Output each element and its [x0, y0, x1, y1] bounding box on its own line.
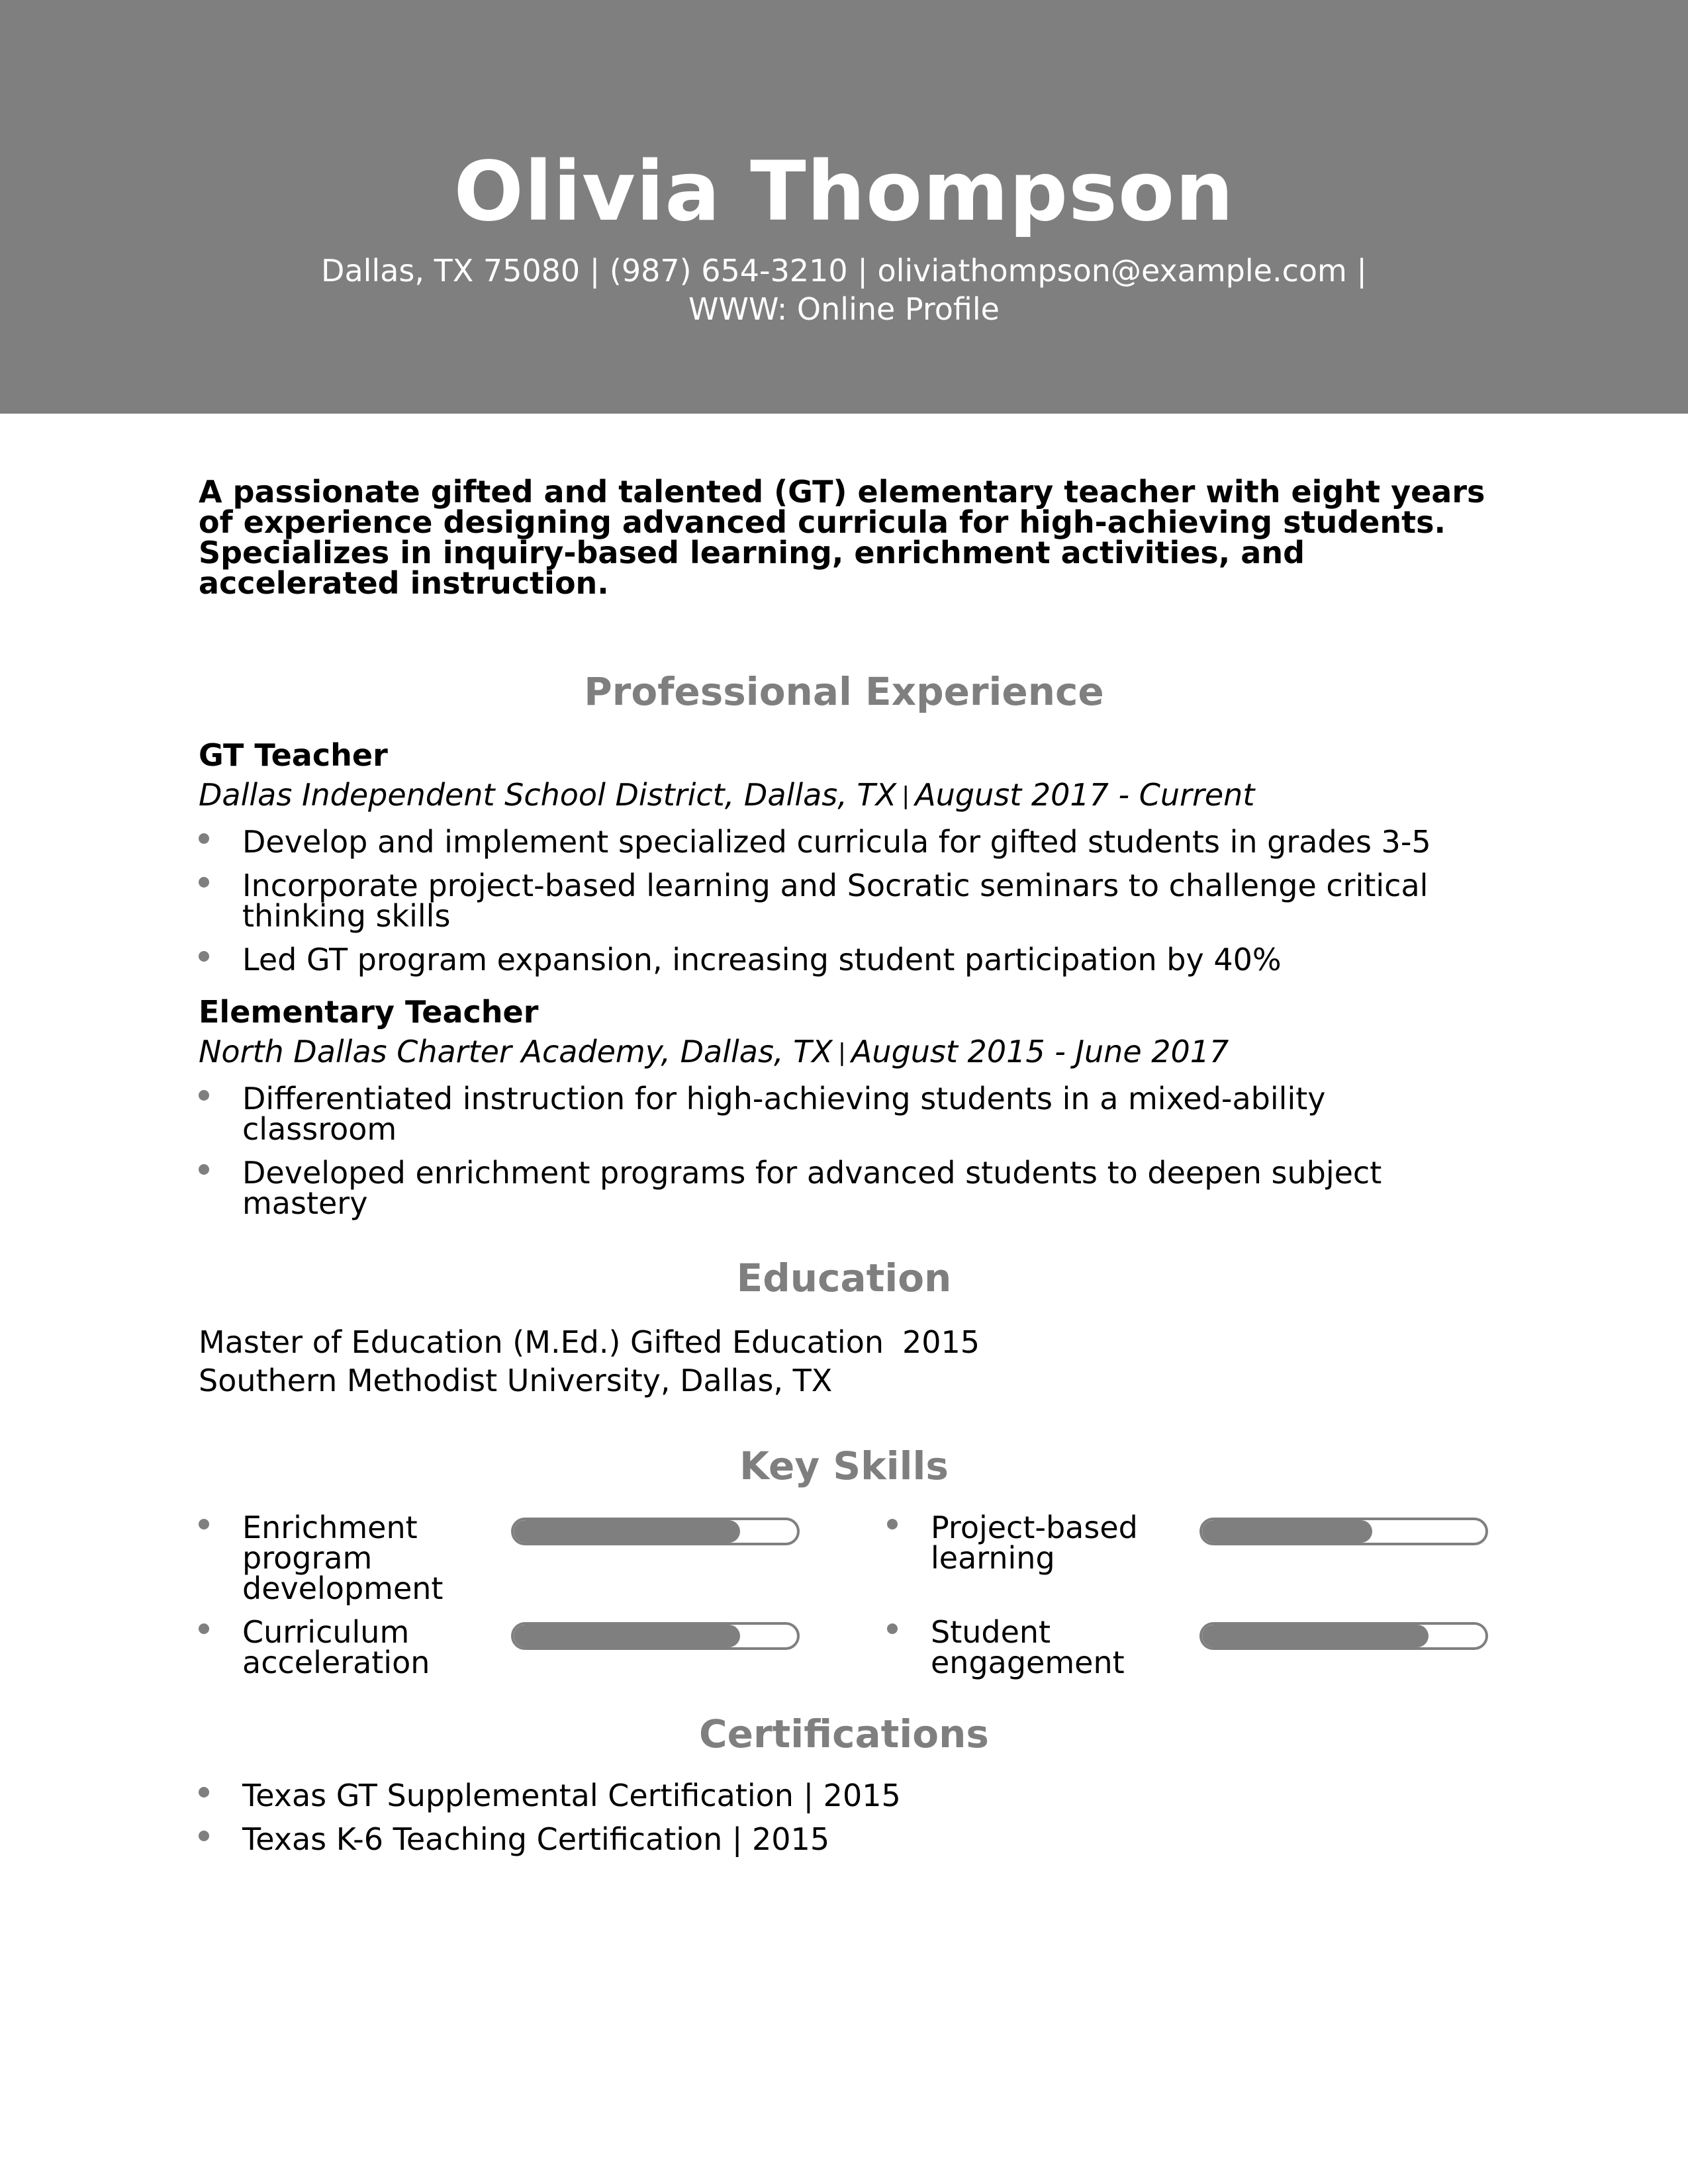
skill-item	[199, 1512, 844, 1605]
bullet-icon	[199, 833, 209, 844]
job-dates: August 2015 - June 2017	[851, 1034, 1229, 1069]
header-banner	[0, 0, 1688, 414]
skill-level-fill	[1202, 1520, 1372, 1543]
skill-item	[199, 1614, 844, 1709]
education-entry	[199, 1323, 1489, 1400]
list-item: Led GT program expansion, increasing student participation by 40%	[199, 944, 1489, 975]
education-year: 2015	[902, 1324, 980, 1360]
skill-level-bar	[1199, 1622, 1488, 1650]
skill-level-bar	[511, 1622, 800, 1650]
bullet-icon	[199, 1164, 209, 1175]
professional-summary: A passionate gifted and talented (GT) elementary teacher with eight years of experience designing advanced curricula for high-achieving students. Specializes in inquiry-based learning, enrichment activities, and accelerated instruction.	[199, 474, 1485, 601]
job-bullets	[199, 824, 1489, 978]
contact-info	[0, 251, 1688, 328]
bullet-icon	[199, 1831, 209, 1841]
section-heading-experience: Professional Experience	[584, 669, 1104, 714]
skill-level-fill	[1202, 1625, 1429, 1647]
list-item: Developed enrichment programs for advanced students to deepen subject mastery	[199, 1158, 1489, 1218]
skill-label: Enrichment program development	[242, 1510, 444, 1606]
bullet-icon	[199, 1519, 209, 1529]
list-item: Incorporate project-based learning and Socratic seminars to challenge critical thinking skills	[199, 870, 1489, 931]
job-separator: |	[837, 1039, 846, 1066]
contact-line-1: Dallas, TX 75080 | (987) 654-3210 | oliviathompson@example.com |	[321, 253, 1367, 289]
education-school: Southern Methodist University, Dallas, TX	[199, 1363, 833, 1398]
bullet-icon	[887, 1519, 898, 1529]
skill-label: Project-based learning	[931, 1510, 1138, 1576]
skill-level-bar	[511, 1518, 800, 1545]
list-item: Develop and implement specialized curricula for gifted students in grades 3-5	[199, 827, 1489, 857]
job-meta	[199, 775, 1489, 816]
contact-line-2: WWW: Online Profile	[688, 291, 1000, 327]
job-title: GT Teacher	[199, 737, 388, 773]
certification-list	[199, 1778, 1489, 1857]
job-title: Elementary Teacher	[199, 994, 539, 1030]
list-item: Differentiated instruction for high-achieving students in a mixed-ability classroom	[199, 1083, 1489, 1144]
resume-body	[199, 474, 1489, 1868]
skill-label: Curriculum acceleration	[242, 1614, 430, 1680]
list-item: Texas K-6 Teaching Certification | 2015	[199, 1824, 1489, 1854]
candidate-name: Olivia Thompson	[453, 144, 1235, 240]
skills-grid	[199, 1512, 1489, 1678]
skill-item	[887, 1512, 1532, 1605]
bullet-icon	[887, 1623, 898, 1634]
job-entry	[199, 735, 1489, 978]
skill-level-bar	[1199, 1518, 1488, 1545]
section-heading-skills: Key Skills	[739, 1443, 949, 1488]
bullet-icon	[199, 951, 209, 962]
skill-label: Student engagement	[931, 1614, 1125, 1680]
skill-level-fill	[514, 1625, 740, 1647]
list-item: Texas GT Supplemental Certification | 2015	[199, 1780, 1489, 1811]
skill-level-fill	[514, 1520, 740, 1543]
job-dates: August 2017 - Current	[915, 777, 1255, 813]
bullet-icon	[199, 1787, 209, 1797]
job-entry	[199, 992, 1489, 1221]
job-meta	[199, 1032, 1489, 1073]
education-degree-line	[199, 1323, 1489, 1361]
skill-item	[887, 1614, 1532, 1709]
education-degree: Master of Education (M.Ed.) Gifted Education	[199, 1324, 884, 1360]
section-heading-education: Education	[736, 1255, 952, 1300]
job-bullets	[199, 1081, 1489, 1221]
section-heading-certifications: Certifications	[699, 1711, 989, 1756]
job-employer: Dallas Independent School District, Dallas, TX	[199, 777, 897, 813]
bullet-icon	[199, 877, 209, 887]
job-separator: |	[902, 782, 910, 809]
bullet-icon	[199, 1090, 209, 1101]
job-employer: North Dallas Charter Academy, Dallas, TX	[199, 1034, 833, 1069]
bullet-icon	[199, 1623, 209, 1634]
